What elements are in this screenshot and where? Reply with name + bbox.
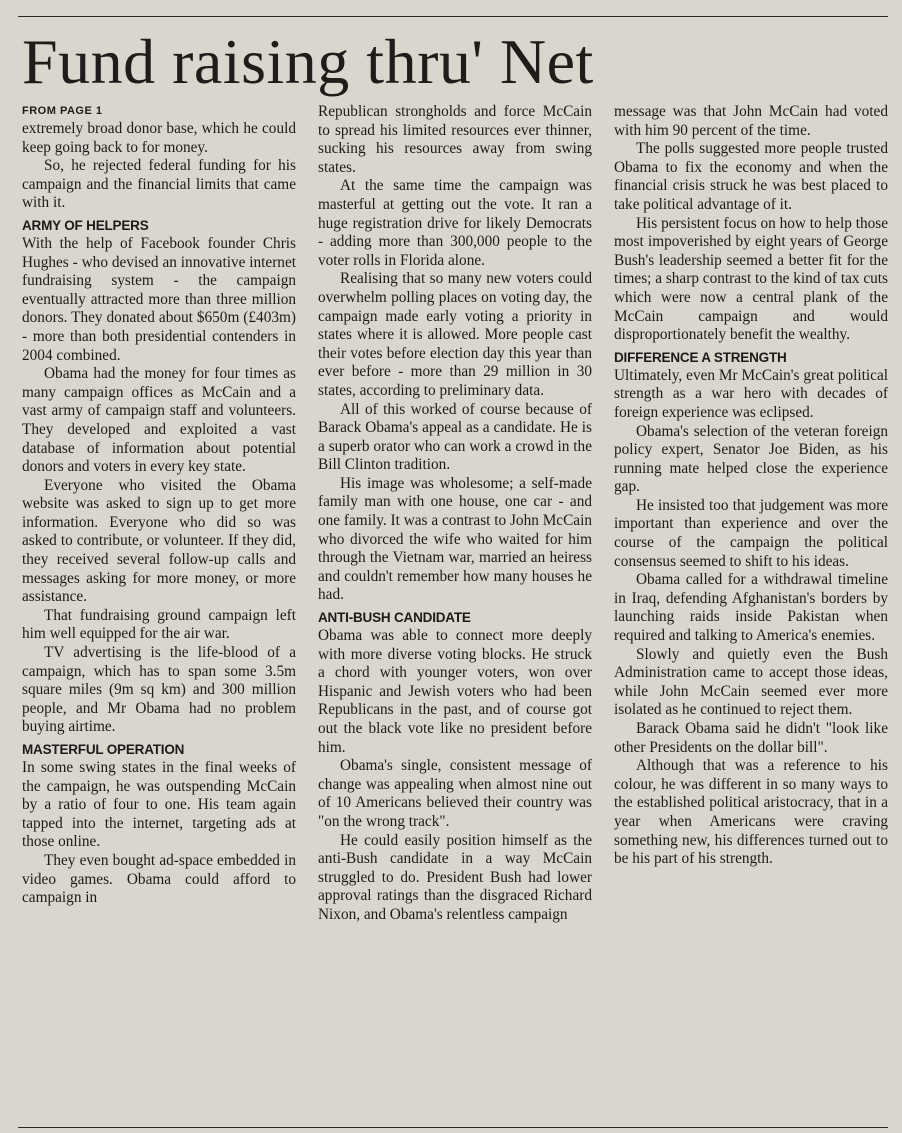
column-2 (318, 103, 592, 1123)
paragraph: In some swing states in the final weeks of the campaign, he was outspending McCain by a ratio of four to one. His team again tapped into the internet, targeting ads at those online. (22, 759, 296, 851)
paragraph: Realising that so many new voters could overwhelm polling places on voting day, the campaign made early voting a priority in states where it is allowed. More people cast their votes before election day this year than ever before - more than 29 million in 30 states, according to preliminary data. (318, 270, 592, 399)
paragraph: With the help of Facebook founder Chris Hughes - who devised an innovative internet fundraising system - the campaign eventually attracted more than three million donors. They donated about $650m (£403m) - more than both presidential contenders in 2004 combined. (22, 234, 296, 364)
paragraph: Republican strongholds and force McCain to spread his limited resources ever thinner, sucking his resources away from swing states. (318, 103, 592, 176)
paragraph: He could easily position himself as the anti-Bush candidate in a way McCain struggled to do. President Bush had lower approval ratings than the disgraced Richard Nixon, and Obama's relentless campaign (318, 831, 592, 923)
paragraph: The polls suggested more people trusted Obama to fix the economy and when the financial crisis struck he was best placed to take political advantage of it. (614, 140, 888, 213)
paragraph: extremely broad donor base, which he could keep going back to for money. (22, 120, 296, 156)
paragraph: Everyone who visited the Obama website was asked to sign up to get more information. Everyone who did so was asked to contribute, or volunteer. If they did, they received several follow-up calls and messages asking for more money, or more assistance. (22, 476, 296, 606)
paragraph: Although that was a reference to his colour, he was different in so many ways to the established political aristocracy, that in a year when Americans were craving something new, his differences turned out to be his part of his strength. (614, 757, 888, 868)
paragraph: message was that John McCain had voted with him 90 percent of the time. (614, 103, 888, 139)
paragraph: Obama's single, consistent message of change was appealing when almost nine out of 10 Americans believed their country was "on the wrong track". (318, 757, 592, 830)
paragraph: They even bought ad-space embedded in video games. Obama could afford to campaign in (22, 851, 296, 907)
headline: Fund raising thru' Net (22, 26, 594, 97)
subhead: ANTI-BUSH CANDIDATE (318, 610, 471, 626)
top-rule (18, 16, 888, 17)
paragraph: Obama's selection of the veteran foreign policy expert, Senator Joe Biden, as his running mate helped close the experience gap. (614, 422, 888, 496)
subhead: ARMY OF HELPERS (22, 217, 149, 233)
column-1 (22, 103, 296, 1123)
paragraph: That fundraising ground campaign left him well equipped for the air war. (22, 606, 296, 643)
paragraph: TV advertising is the life-blood of a campaign, which has to span some 3.5m square miles (9m sq km) and 300 million people, and Mr Obama had no problem buying airtime. (22, 644, 296, 736)
paragraph: Barack Obama said he didn't "look like other Presidents on the dollar bill". (614, 720, 888, 756)
article-columns (22, 103, 888, 1123)
subhead: DIFFERENCE A STRENGTH (614, 349, 787, 365)
paragraph: His persistent focus on how to help those most impoverished by eight years of George Bush's leadership seemed a better fit for the times; a sharp contrast to the kind of tax cuts which were now a central plank of the McCain campaign and would disproportionately benefit the wealthy. (614, 214, 888, 344)
column-3 (614, 103, 888, 1123)
paragraph: Slowly and quietly even the Bush Administration came to accept those ideas, while John McCain seemed ever more isolated as he continued to reject them. (614, 645, 888, 719)
paragraph: Obama called for a withdrawal timeline in Iraq, defending Afghanistan's borders by launching raids inside Pakistan when required and talking to America's enemies. (614, 571, 888, 645)
paragraph: His image was wholesome; a self-made family man with one house, one car - and one family. It was a contrast to John McCain who divorced the wife who waited for him through the Vietnam war, married an heiress and couldn't remember how many houses he had. (318, 474, 592, 604)
paragraph: At the same time the campaign was masterful at getting out the vote. It ran a huge registration drive for likely Democrats - adding more than 300,000 people to the voter rolls in Florida alone. (318, 177, 592, 269)
bottom-rule (18, 1127, 888, 1128)
paragraph: All of this worked of course because of Barack Obama's appeal as a candidate. He is a superb orator who can work a crowd in the Bill Clinton tradition. (318, 400, 592, 474)
subhead: MASTERFUL OPERATION (22, 742, 185, 757)
paragraph: Obama had the money for four times as many campaign offices as McCain and a vast army of campaign staff and volunteers. They developed and exploited a vast database of information about potential donors and voters in every key state. (22, 365, 296, 476)
paragraph: Ultimately, even Mr McCain's great political strength as a war hero with decades of foreign experience was eclipsed. (614, 366, 888, 421)
paragraph: He insisted too that judgement was more important than experience and over the course of the campaign the political consensus seemed to shift to his ideas. (614, 496, 888, 570)
paragraph: Obama was able to connect more deeply with more diverse voting blocks. He struck a chord with younger voters, won over Hispanic and Jewish voters who had been Republicans in the past, and of course got out the black vote like no president before him. (318, 627, 592, 756)
paragraph: So, he rejected federal funding for his campaign and the financial limits that came with it. (22, 157, 296, 212)
kicker: FROM PAGE 1 (22, 105, 103, 117)
